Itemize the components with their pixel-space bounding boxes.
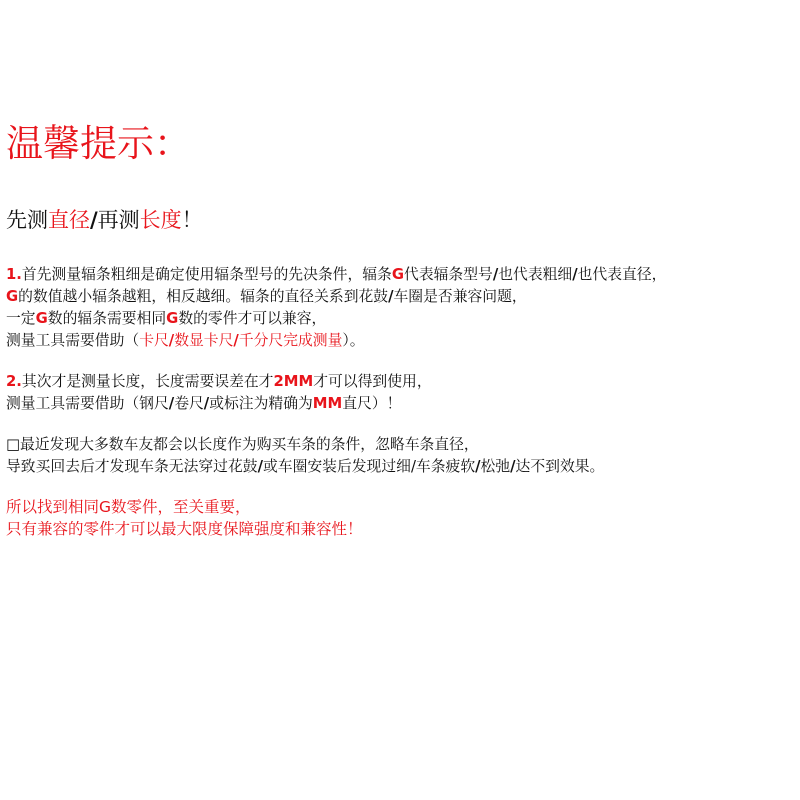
page-title bbox=[6, 122, 191, 166]
subtitle bbox=[6, 205, 203, 235]
paragraph-line: □最近发现大多数车友都会以长度作为购买车条的条件，忽略车条直径， bbox=[6, 436, 479, 453]
paragraph-line bbox=[6, 264, 666, 286]
text-segment: 首先测量辐条粗细是确定使用辐条型号的先决条件，辐条 bbox=[21, 266, 392, 283]
text-segment: 测量工具需要借助（ bbox=[6, 332, 140, 349]
subtitle-mid: 再测 bbox=[97, 208, 140, 232]
unit-mark: MM bbox=[312, 395, 343, 412]
text-segment: 一定 bbox=[6, 310, 36, 327]
title-text: 温馨提示： bbox=[6, 122, 191, 165]
tolerance-value: 2MM bbox=[273, 373, 314, 390]
g-mark: G bbox=[391, 266, 405, 283]
text-segment: 测量工具需要借助（钢尺 bbox=[6, 395, 169, 412]
slash: / bbox=[203, 395, 210, 412]
conclusion-line: 所以找到相同G数零件，至关重要， bbox=[6, 498, 251, 516]
paragraph-diameter bbox=[6, 264, 666, 352]
text-segment: 导致买回去后才发现车条无法穿过花鼓 bbox=[6, 458, 258, 475]
tool-digital-caliper: 数显卡尺 bbox=[174, 332, 234, 349]
slash: / bbox=[233, 332, 239, 349]
text-segment: 车圈是否兼容问题， bbox=[393, 288, 527, 305]
tool-micrometer: 千分尺完成测量 bbox=[238, 332, 343, 349]
paragraph-line bbox=[6, 393, 432, 415]
text-segment: 数的辐条需要相同 bbox=[47, 310, 167, 327]
subtitle-suffix: ！ bbox=[181, 208, 203, 232]
paragraph-line bbox=[6, 286, 666, 308]
tool-caliper: 卡尺 bbox=[139, 332, 169, 349]
text-segment: 也代表直径， bbox=[577, 266, 667, 283]
text-segment: 直尺）！ bbox=[342, 395, 402, 412]
text-segment: 松弛 bbox=[480, 458, 511, 475]
slash: / bbox=[572, 266, 578, 283]
paragraph-line bbox=[6, 371, 432, 393]
slash: / bbox=[475, 458, 481, 475]
slash: / bbox=[510, 458, 516, 475]
slash: / bbox=[257, 458, 263, 475]
subtitle-length: 长度 bbox=[139, 208, 182, 232]
paragraph-line bbox=[6, 308, 666, 330]
text-segment: ）。 bbox=[342, 332, 365, 349]
text-segment: 其次才是测量长度，长度需要误差在才 bbox=[21, 373, 274, 390]
text-segment: 或车圈安装后发现过细/车条疲软 bbox=[262, 458, 476, 475]
paragraph-warning bbox=[6, 434, 604, 478]
text-segment: 代表辐条型号 bbox=[404, 266, 493, 283]
slash: / bbox=[168, 332, 175, 349]
text-segment: 才可以得到使用， bbox=[313, 373, 432, 390]
subtitle-slash: / bbox=[90, 208, 98, 232]
slash: / bbox=[492, 266, 499, 283]
slash: / bbox=[168, 395, 175, 412]
text-segment: 也代表粗细 bbox=[498, 266, 573, 283]
paragraph-line bbox=[6, 456, 604, 478]
slash: / bbox=[388, 288, 394, 305]
g-mark: G bbox=[35, 310, 48, 327]
text-segment: 或标注为精确为 bbox=[209, 395, 313, 412]
paragraph-conclusion bbox=[6, 496, 363, 540]
conclusion-line: 只有兼容的零件才可以最大限度保障强度和兼容性！ bbox=[6, 520, 363, 538]
subtitle-prefix: 先测 bbox=[6, 208, 48, 232]
text-segment: 数的零件才可以兼容， bbox=[178, 310, 327, 327]
item-number: 1. bbox=[6, 266, 22, 283]
item-number: 2. bbox=[6, 373, 22, 390]
subtitle-diameter: 直径 bbox=[48, 208, 90, 232]
text-segment: 的数值越小辐条越粗，相反越细。辐条的直径关系到花鼓 bbox=[18, 288, 389, 305]
paragraph-length bbox=[6, 371, 432, 415]
text-segment: 达不到效果。 bbox=[515, 458, 605, 475]
paragraph-line bbox=[6, 330, 666, 352]
text-segment: 卷尺 bbox=[174, 395, 204, 412]
g-mark: G bbox=[166, 310, 179, 327]
g-mark: G bbox=[6, 288, 19, 305]
